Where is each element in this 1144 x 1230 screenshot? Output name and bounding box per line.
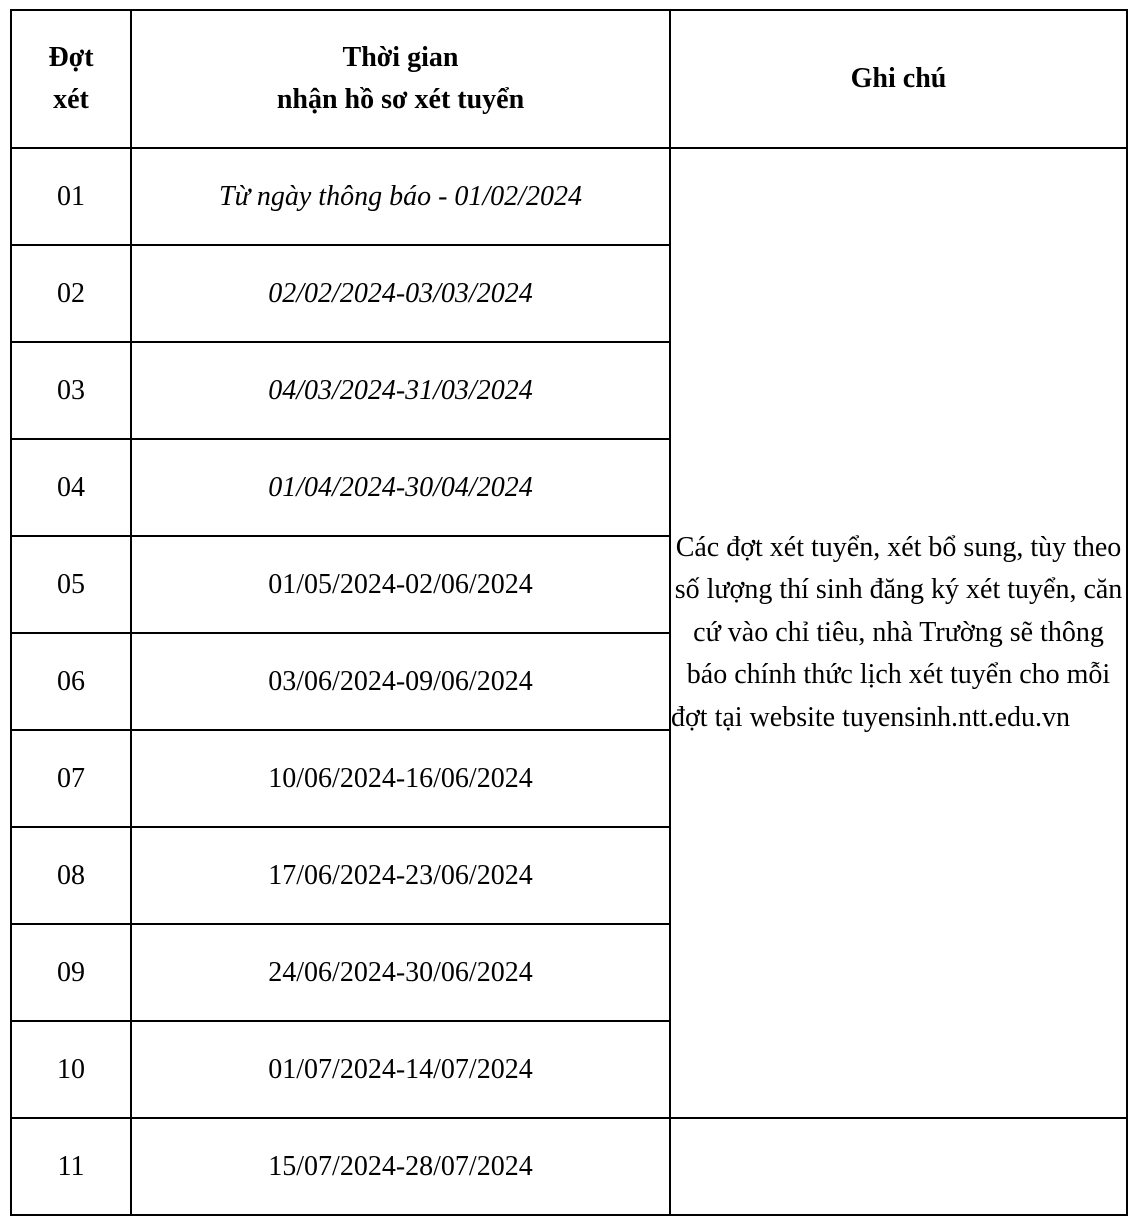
header-round [11, 10, 131, 148]
round-cell: 10 [11, 1021, 131, 1118]
period-cell: 24/06/2024-30/06/2024 [131, 924, 670, 1021]
period-cell: 02/02/2024-03/03/2024 [131, 245, 670, 342]
header-period [131, 10, 670, 148]
round-cell: 04 [11, 439, 131, 536]
header-note: Ghi chú [670, 10, 1127, 148]
header-round-line1: Đợt [48, 42, 94, 73]
note-cell-empty [670, 1118, 1127, 1215]
round-cell: 02 [11, 245, 131, 342]
admission-schedule-table [10, 9, 1128, 1216]
round-cell: 08 [11, 827, 131, 924]
header-period-line1: Thời gian [342, 42, 459, 73]
period-cell: 15/07/2024-28/07/2024 [131, 1118, 670, 1215]
period-cell: Từ ngày thông báo - 01/02/2024 [131, 148, 670, 245]
header-round-line2: xét [53, 84, 89, 115]
round-cell: 11 [11, 1118, 131, 1215]
round-cell: 06 [11, 633, 131, 730]
table-row [11, 148, 1127, 245]
period-cell: 01/04/2024-30/04/2024 [131, 439, 670, 536]
note-text: Các đợt xét tuyển, xét bổ sung, tùy theo số lượng thí sinh đăng ký xét tuyển, căn cứ vào chỉ tiêu, nhà Trường sẽ thông báo chính thức lịch xét tuyển cho mỗi đợt tại website tuyensinh.ntt.edu.vn [671, 531, 1123, 733]
period-cell: 17/06/2024-23/06/2024 [131, 827, 670, 924]
round-cell: 05 [11, 536, 131, 633]
period-cell: 04/03/2024-31/03/2024 [131, 342, 670, 439]
period-cell: 10/06/2024-16/06/2024 [131, 730, 670, 827]
round-cell: 01 [11, 148, 131, 245]
period-cell: 03/06/2024-09/06/2024 [131, 633, 670, 730]
header-period-line2: nhận hồ sơ xét tuyển [276, 84, 525, 115]
round-cell: 07 [11, 730, 131, 827]
table-row [11, 1118, 1127, 1215]
round-cell: 03 [11, 342, 131, 439]
round-cell: 09 [11, 924, 131, 1021]
header-row [11, 10, 1127, 148]
note-cell [670, 148, 1127, 1118]
period-cell: 01/07/2024-14/07/2024 [131, 1021, 670, 1118]
period-cell: 01/05/2024-02/06/2024 [131, 536, 670, 633]
